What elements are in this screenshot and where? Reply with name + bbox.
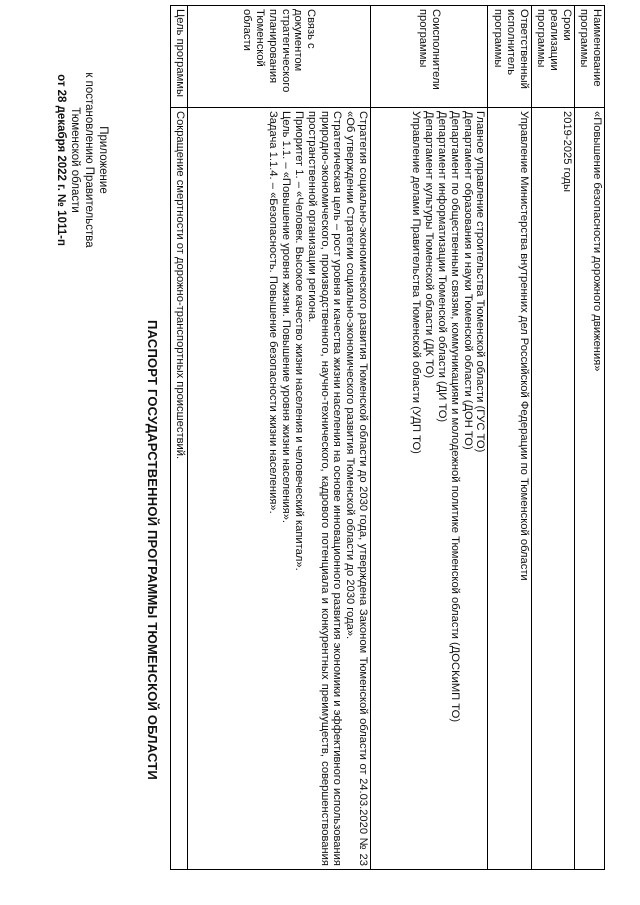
coexecutor-item: Департамент информатизации Тюменской области (ДИ ТО) bbox=[435, 111, 448, 423]
row-label-period: Сроки реализации программы bbox=[531, 6, 574, 108]
coexecutor-item: Управление делами Правительства Тюменской области (УДП ТО) bbox=[410, 111, 423, 454]
row-value-period: 2019-2025 годы bbox=[531, 108, 574, 870]
table-row bbox=[187, 6, 370, 870]
table-row bbox=[370, 6, 487, 870]
table-row bbox=[531, 6, 574, 870]
table-row bbox=[575, 6, 605, 870]
approval-line-2: к постановлению Правительства bbox=[83, 72, 95, 248]
row-label-responsible: Ответственный исполнитель программы bbox=[488, 6, 531, 108]
row-value-goal: Сокращение смертности от дорожно-транспортных происшествий. bbox=[171, 108, 188, 870]
approval-line-1: Приложение bbox=[97, 126, 109, 194]
strategy-item: Цель 1.1. – «Повышение уровня жизни. Повышение уровня жизни населения». bbox=[280, 111, 293, 524]
row-value-coexecutors bbox=[370, 108, 487, 870]
passport-table bbox=[170, 5, 605, 870]
row-label-goal: Цель программы bbox=[171, 6, 188, 108]
coexecutor-item: Департамент культуры Тюменской области (ДК ТО) bbox=[423, 111, 436, 379]
row-label-name: Наименование программы bbox=[575, 6, 605, 108]
table-row bbox=[171, 6, 188, 870]
coexecutor-item: Департамент по общественным связям, коммуникациям и молодежной политике Тюменской области (ДОСКиМП ТО) bbox=[448, 111, 461, 723]
coexecutor-item: Департамент образования и науки Тюменской области (ДОН ТО) bbox=[461, 111, 474, 450]
table-row bbox=[488, 6, 531, 870]
row-value-responsible: Управление Министерства внутренних дел Российской Федерации по Тюменской области bbox=[488, 108, 531, 870]
row-value-name: «Повышение безопасности дорожного движения» bbox=[575, 108, 605, 870]
coexecutor-item: Главное управление строительства Тюменской области (ГУС ТО) bbox=[474, 111, 487, 453]
row-label-strategy: Связь с документом стратегического планирования Тюменской области bbox=[187, 6, 370, 108]
approval-line-4: от 28 декабря 2022 г. № 1011-п bbox=[55, 74, 67, 246]
row-value-strategy bbox=[187, 108, 370, 870]
approval-line-3: Тюменской области bbox=[69, 107, 81, 213]
approval-block bbox=[54, 30, 110, 290]
strategy-item: Задача 1.1.4. – «Безопасность. Повышение безопасности жизни населения». bbox=[267, 111, 280, 514]
strategy-item: Стратегия социально-экономического развития Тюменской области до 2030 года, утверждена Законом Тюменской области от 24.03.2020 № 23 «Об утверждении Стратегии социально-экономического развития Тюменской области до 2030 года». bbox=[344, 111, 369, 866]
strategy-item: Приоритет 1. – «Человек. Высокое качество жизни населения и человеческий капитал». bbox=[292, 111, 305, 571]
strategy-item: Стратегическая цель – рост уровня и качества жизни населения на основе инновационного развития экономики и эффективного использования природно-экономического, производственного, научно-технического, кадрового потенциала и конкурентных преимуществ, совершенствования пространственной организации региона. bbox=[305, 111, 344, 866]
row-label-coexecutors: Соисполнители программы bbox=[370, 6, 487, 108]
document-title: ПАСПОРТ ГОСУДАРСТВЕННОЙ ПРОГРАММЫ ТЮМЕНСКОЙ ОБЛАСТИ bbox=[145, 320, 160, 780]
